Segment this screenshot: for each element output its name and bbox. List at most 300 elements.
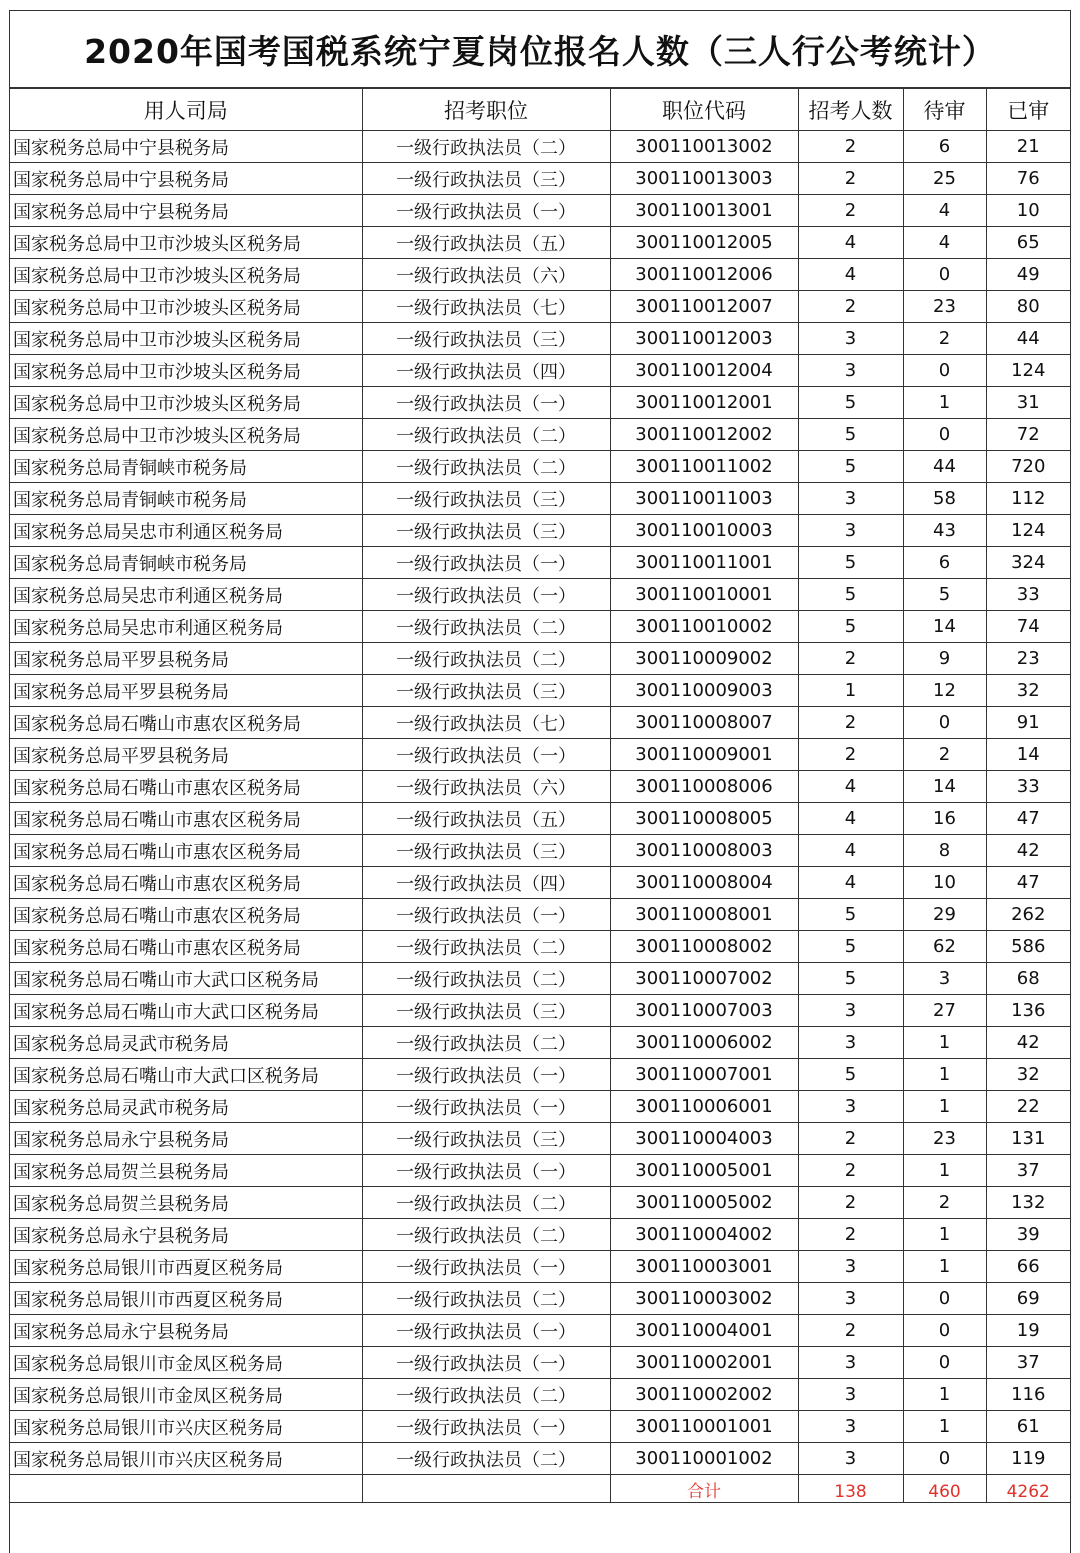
table-row	[10, 483, 1070, 515]
cell-code: 300110011003	[610, 483, 798, 515]
table-row	[10, 611, 1070, 643]
cell-recruit: 3	[798, 1027, 903, 1059]
cell-office: 国家税务总局中卫市沙坡头区税务局	[10, 291, 362, 323]
cell-pending: 25	[903, 163, 986, 195]
cell-reviewed: 42	[986, 835, 1070, 867]
cell-position: 一级行政执法员（一）	[362, 1059, 610, 1091]
cell-code: 300110005002	[610, 1187, 798, 1219]
cell-code: 300110012007	[610, 291, 798, 323]
cell-pending: 0	[903, 259, 986, 291]
cell-reviewed: 68	[986, 963, 1070, 995]
cell-recruit: 4	[798, 867, 903, 899]
cell-office: 国家税务总局青铜峡市税务局	[10, 451, 362, 483]
cell-reviewed: 37	[986, 1155, 1070, 1187]
cell-code: 300110012004	[610, 355, 798, 387]
cell-position: 一级行政执法员（六）	[362, 259, 610, 291]
table-row	[10, 739, 1070, 771]
cell-recruit: 2	[798, 643, 903, 675]
cell-recruit: 2	[798, 131, 903, 163]
cell-recruit: 4	[798, 835, 903, 867]
table-row	[10, 547, 1070, 579]
table-row	[10, 259, 1070, 291]
cell-reviewed: 74	[986, 611, 1070, 643]
cell-recruit: 3	[798, 355, 903, 387]
cell-code: 300110012002	[610, 419, 798, 451]
spreadsheet	[9, 10, 1071, 1553]
cell-pending: 1	[903, 1219, 986, 1251]
total-label: 合计	[610, 1475, 798, 1503]
cell-recruit: 3	[798, 1347, 903, 1379]
cell-position: 一级行政执法员（一）	[362, 899, 610, 931]
cell-recruit: 2	[798, 1187, 903, 1219]
cell-reviewed: 33	[986, 771, 1070, 803]
cell-recruit: 3	[798, 323, 903, 355]
cell-position: 一级行政执法员（一）	[362, 195, 610, 227]
cell-position: 一级行政执法员（二）	[362, 1027, 610, 1059]
cell-position: 一级行政执法员（三）	[362, 835, 610, 867]
cell-code: 300110012006	[610, 259, 798, 291]
cell-office: 国家税务总局中卫市沙坡头区税务局	[10, 419, 362, 451]
cell-office: 国家税务总局平罗县税务局	[10, 643, 362, 675]
cell-code: 300110011002	[610, 451, 798, 483]
cell-code: 300110008001	[610, 899, 798, 931]
cell-office: 国家税务总局中卫市沙坡头区税务局	[10, 387, 362, 419]
cell-recruit: 5	[798, 579, 903, 611]
cell-code: 300110008006	[610, 771, 798, 803]
cell-pending: 0	[903, 1347, 986, 1379]
cell-position: 一级行政执法员（二）	[362, 419, 610, 451]
cell-pending: 6	[903, 547, 986, 579]
cell-recruit: 3	[798, 1091, 903, 1123]
cell-position: 一级行政执法员（一）	[362, 739, 610, 771]
cell-recruit: 2	[798, 195, 903, 227]
cell-reviewed: 132	[986, 1187, 1070, 1219]
header-code: 职位代码	[610, 89, 798, 131]
cell-office: 国家税务总局灵武市税务局	[10, 1091, 362, 1123]
cell-code: 300110008007	[610, 707, 798, 739]
cell-office: 国家税务总局石嘴山市惠农区税务局	[10, 899, 362, 931]
cell-office: 国家税务总局石嘴山市大武口区税务局	[10, 963, 362, 995]
cell-reviewed: 47	[986, 803, 1070, 835]
cell-reviewed: 42	[986, 1027, 1070, 1059]
cell-recruit: 2	[798, 739, 903, 771]
cell-office: 国家税务总局中卫市沙坡头区税务局	[10, 259, 362, 291]
table-row	[10, 835, 1070, 867]
cell-office: 国家税务总局银川市兴庆区税务局	[10, 1443, 362, 1475]
cell-pending: 1	[903, 1411, 986, 1443]
cell-code: 300110006002	[610, 1027, 798, 1059]
cell-code: 300110013002	[610, 131, 798, 163]
table-row	[10, 1283, 1070, 1315]
cell-reviewed: 76	[986, 163, 1070, 195]
cell-recruit: 5	[798, 963, 903, 995]
cell-pending: 2	[903, 323, 986, 355]
cell-code: 300110004002	[610, 1219, 798, 1251]
table-row	[10, 1027, 1070, 1059]
cell-office: 国家税务总局石嘴山市惠农区税务局	[10, 867, 362, 899]
cell-code: 300110010001	[610, 579, 798, 611]
table-row	[10, 195, 1070, 227]
table-row	[10, 643, 1070, 675]
cell-pending: 1	[903, 1379, 986, 1411]
cell-code: 300110008003	[610, 835, 798, 867]
cell-position: 一级行政执法员（二）	[362, 1379, 610, 1411]
cell-pending: 1	[903, 1155, 986, 1187]
table-row	[10, 1059, 1070, 1091]
cell-recruit: 3	[798, 483, 903, 515]
cell-code: 300110012001	[610, 387, 798, 419]
table-row	[10, 707, 1070, 739]
cell-recruit: 2	[798, 1315, 903, 1347]
cell-code: 300110002001	[610, 1347, 798, 1379]
cell-reviewed: 32	[986, 1059, 1070, 1091]
cell-pending: 43	[903, 515, 986, 547]
cell-pending: 58	[903, 483, 986, 515]
cell-pending: 1	[903, 387, 986, 419]
cell-recruit: 3	[798, 1283, 903, 1315]
cell-office: 国家税务总局石嘴山市惠农区税务局	[10, 707, 362, 739]
cell-reviewed: 69	[986, 1283, 1070, 1315]
cell-office: 国家税务总局贺兰县税务局	[10, 1187, 362, 1219]
cell-pending: 4	[903, 227, 986, 259]
cell-pending: 2	[903, 739, 986, 771]
cell-office: 国家税务总局中宁县税务局	[10, 131, 362, 163]
cell-reviewed: 49	[986, 259, 1070, 291]
cell-code: 300110005001	[610, 1155, 798, 1187]
cell-reviewed: 21	[986, 131, 1070, 163]
cell-code: 300110009001	[610, 739, 798, 771]
cell-reviewed: 14	[986, 739, 1070, 771]
cell-office: 国家税务总局石嘴山市惠农区税务局	[10, 803, 362, 835]
cell-office: 国家税务总局中宁县税务局	[10, 163, 362, 195]
cell-reviewed: 66	[986, 1251, 1070, 1283]
total-pending: 460	[903, 1475, 986, 1503]
cell-pending: 1	[903, 1059, 986, 1091]
cell-reviewed: 262	[986, 899, 1070, 931]
cell-recruit: 5	[798, 547, 903, 579]
table-row	[10, 995, 1070, 1027]
cell-reviewed: 23	[986, 643, 1070, 675]
cell-position: 一级行政执法员（一）	[362, 547, 610, 579]
cell-pending: 0	[903, 1283, 986, 1315]
cell-office: 国家税务总局吴忠市利通区税务局	[10, 611, 362, 643]
cell-recruit: 4	[798, 259, 903, 291]
table-row	[10, 1315, 1070, 1347]
cell-pending: 4	[903, 195, 986, 227]
cell-position: 一级行政执法员（三）	[362, 163, 610, 195]
cell-recruit: 3	[798, 1411, 903, 1443]
table-row	[10, 1219, 1070, 1251]
cell-recruit: 2	[798, 1219, 903, 1251]
cell-position: 一级行政执法员（二）	[362, 1283, 610, 1315]
cell-position: 一级行政执法员（二）	[362, 611, 610, 643]
cell-reviewed: 61	[986, 1411, 1070, 1443]
cell-position: 一级行政执法员（六）	[362, 771, 610, 803]
table-row	[10, 291, 1070, 323]
cell-position: 一级行政执法员（三）	[362, 1123, 610, 1155]
cell-office: 国家税务总局中卫市沙坡头区税务局	[10, 323, 362, 355]
table-row	[10, 451, 1070, 483]
table-row	[10, 1379, 1070, 1411]
cell-reviewed: 19	[986, 1315, 1070, 1347]
header-position: 招考职位	[362, 89, 610, 131]
cell-position: 一级行政执法员（三）	[362, 995, 610, 1027]
table-row	[10, 1187, 1070, 1219]
table-row	[10, 355, 1070, 387]
table-row	[10, 1091, 1070, 1123]
registration-table	[10, 88, 1070, 1503]
cell-recruit: 3	[798, 1251, 903, 1283]
table-row	[10, 387, 1070, 419]
table-row	[10, 675, 1070, 707]
cell-code: 300110013001	[610, 195, 798, 227]
total-empty-cell	[10, 1475, 362, 1503]
table-row	[10, 163, 1070, 195]
cell-pending: 23	[903, 291, 986, 323]
cell-pending: 29	[903, 899, 986, 931]
cell-pending: 14	[903, 611, 986, 643]
total-empty-cell	[362, 1475, 610, 1503]
table-row	[10, 1251, 1070, 1283]
table-row	[10, 579, 1070, 611]
cell-pending: 12	[903, 675, 986, 707]
total-reviewed: 4262	[986, 1475, 1070, 1503]
cell-code: 300110002002	[610, 1379, 798, 1411]
cell-pending: 6	[903, 131, 986, 163]
cell-position: 一级行政执法员（四）	[362, 355, 610, 387]
cell-recruit: 5	[798, 387, 903, 419]
cell-code: 300110003002	[610, 1283, 798, 1315]
table-row	[10, 899, 1070, 931]
table-row	[10, 131, 1070, 163]
cell-reviewed: 119	[986, 1443, 1070, 1475]
cell-code: 300110007003	[610, 995, 798, 1027]
cell-reviewed: 720	[986, 451, 1070, 483]
cell-pending: 8	[903, 835, 986, 867]
table-row	[10, 1155, 1070, 1187]
cell-office: 国家税务总局青铜峡市税务局	[10, 483, 362, 515]
cell-position: 一级行政执法员（一）	[362, 1315, 610, 1347]
cell-office: 国家税务总局银川市兴庆区税务局	[10, 1411, 362, 1443]
cell-office: 国家税务总局贺兰县税务局	[10, 1155, 362, 1187]
cell-reviewed: 112	[986, 483, 1070, 515]
cell-pending: 0	[903, 419, 986, 451]
cell-position: 一级行政执法员（五）	[362, 803, 610, 835]
table-row	[10, 931, 1070, 963]
cell-reviewed: 124	[986, 355, 1070, 387]
table-row	[10, 867, 1070, 899]
cell-pending: 14	[903, 771, 986, 803]
cell-reviewed: 72	[986, 419, 1070, 451]
cell-code: 300110009003	[610, 675, 798, 707]
cell-code: 300110011001	[610, 547, 798, 579]
cell-office: 国家税务总局银川市西夏区税务局	[10, 1283, 362, 1315]
cell-position: 一级行政执法员（五）	[362, 227, 610, 259]
cell-office: 国家税务总局中卫市沙坡头区税务局	[10, 227, 362, 259]
table-row	[10, 803, 1070, 835]
cell-position: 一级行政执法员（一）	[362, 1091, 610, 1123]
cell-reviewed: 37	[986, 1347, 1070, 1379]
total-row	[10, 1475, 1070, 1503]
cell-office: 国家税务总局平罗县税务局	[10, 675, 362, 707]
cell-office: 国家税务总局永宁县税务局	[10, 1219, 362, 1251]
cell-reviewed: 32	[986, 675, 1070, 707]
cell-office: 国家税务总局平罗县税务局	[10, 739, 362, 771]
cell-recruit: 2	[798, 1123, 903, 1155]
cell-position: 一级行政执法员（三）	[362, 323, 610, 355]
cell-position: 一级行政执法员（二）	[362, 963, 610, 995]
cell-office: 国家税务总局中卫市沙坡头区税务局	[10, 355, 362, 387]
table-row	[10, 227, 1070, 259]
cell-code: 300110012003	[610, 323, 798, 355]
cell-position: 一级行政执法员（一）	[362, 1347, 610, 1379]
cell-recruit: 5	[798, 1059, 903, 1091]
cell-pending: 9	[903, 643, 986, 675]
table-row	[10, 963, 1070, 995]
header-reviewed: 已审	[986, 89, 1070, 131]
cell-recruit: 5	[798, 419, 903, 451]
cell-office: 国家税务总局中宁县税务局	[10, 195, 362, 227]
cell-reviewed: 324	[986, 547, 1070, 579]
cell-recruit: 2	[798, 707, 903, 739]
cell-recruit: 2	[798, 1155, 903, 1187]
cell-code: 300110004003	[610, 1123, 798, 1155]
cell-reviewed: 131	[986, 1123, 1070, 1155]
cell-position: 一级行政执法员（七）	[362, 291, 610, 323]
cell-position: 一级行政执法员（二）	[362, 1187, 610, 1219]
cell-position: 一级行政执法员（一）	[362, 1155, 610, 1187]
cell-pending: 5	[903, 579, 986, 611]
cell-pending: 0	[903, 1315, 986, 1347]
cell-code: 300110010002	[610, 611, 798, 643]
table-row	[10, 1443, 1070, 1475]
cell-position: 一级行政执法员（二）	[362, 451, 610, 483]
cell-code: 300110012005	[610, 227, 798, 259]
cell-office: 国家税务总局吴忠市利通区税务局	[10, 515, 362, 547]
cell-code: 300110010003	[610, 515, 798, 547]
cell-position: 一级行政执法员（二）	[362, 1443, 610, 1475]
cell-pending: 1	[903, 1091, 986, 1123]
cell-pending: 62	[903, 931, 986, 963]
cell-recruit: 2	[798, 291, 903, 323]
cell-office: 国家税务总局灵武市税务局	[10, 1027, 362, 1059]
cell-office: 国家税务总局永宁县税务局	[10, 1315, 362, 1347]
cell-office: 国家税务总局石嘴山市大武口区税务局	[10, 995, 362, 1027]
cell-office: 国家税务总局石嘴山市大武口区税务局	[10, 1059, 362, 1091]
cell-recruit: 3	[798, 1443, 903, 1475]
cell-reviewed: 124	[986, 515, 1070, 547]
cell-position: 一级行政执法员（一）	[362, 387, 610, 419]
cell-position: 一级行政执法员（三）	[362, 515, 610, 547]
cell-pending: 0	[903, 355, 986, 387]
cell-reviewed: 116	[986, 1379, 1070, 1411]
cell-reviewed: 44	[986, 323, 1070, 355]
cell-office: 国家税务总局银川市金凤区税务局	[10, 1379, 362, 1411]
cell-code: 300110001001	[610, 1411, 798, 1443]
total-recruit: 138	[798, 1475, 903, 1503]
cell-position: 一级行政执法员（三）	[362, 483, 610, 515]
cell-office: 国家税务总局石嘴山市惠农区税务局	[10, 835, 362, 867]
cell-recruit: 5	[798, 611, 903, 643]
cell-code: 300110006001	[610, 1091, 798, 1123]
cell-office: 国家税务总局银川市西夏区税务局	[10, 1251, 362, 1283]
cell-recruit: 2	[798, 163, 903, 195]
cell-pending: 10	[903, 867, 986, 899]
cell-position: 一级行政执法员（三）	[362, 675, 610, 707]
cell-position: 一级行政执法员（一）	[362, 1411, 610, 1443]
cell-position: 一级行政执法员（四）	[362, 867, 610, 899]
cell-code: 300110013003	[610, 163, 798, 195]
cell-recruit: 4	[798, 227, 903, 259]
cell-reviewed: 586	[986, 931, 1070, 963]
cell-pending: 2	[903, 1187, 986, 1219]
table-row	[10, 323, 1070, 355]
cell-recruit: 3	[798, 515, 903, 547]
cell-recruit: 3	[798, 1379, 903, 1411]
cell-reviewed: 47	[986, 867, 1070, 899]
cell-code: 300110003001	[610, 1251, 798, 1283]
cell-position: 一级行政执法员（一）	[362, 1251, 610, 1283]
cell-position: 一级行政执法员（一）	[362, 579, 610, 611]
cell-code: 300110008004	[610, 867, 798, 899]
cell-code: 300110007001	[610, 1059, 798, 1091]
cell-code: 300110007002	[610, 963, 798, 995]
header-pending: 待审	[903, 89, 986, 131]
cell-code: 300110009002	[610, 643, 798, 675]
cell-code: 300110004001	[610, 1315, 798, 1347]
cell-recruit: 5	[798, 931, 903, 963]
cell-pending: 3	[903, 963, 986, 995]
cell-code: 300110008005	[610, 803, 798, 835]
cell-pending: 44	[903, 451, 986, 483]
cell-reviewed: 136	[986, 995, 1070, 1027]
cell-reviewed: 91	[986, 707, 1070, 739]
cell-recruit: 5	[798, 451, 903, 483]
cell-reviewed: 10	[986, 195, 1070, 227]
header-row	[10, 89, 1070, 131]
cell-reviewed: 65	[986, 227, 1070, 259]
table-row	[10, 1123, 1070, 1155]
header-office: 用人司局	[10, 89, 362, 131]
table-row	[10, 1347, 1070, 1379]
cell-reviewed: 39	[986, 1219, 1070, 1251]
cell-recruit: 5	[798, 899, 903, 931]
cell-code: 300110008002	[610, 931, 798, 963]
cell-pending: 1	[903, 1027, 986, 1059]
cell-recruit: 4	[798, 803, 903, 835]
cell-reviewed: 22	[986, 1091, 1070, 1123]
header-recruit: 招考人数	[798, 89, 903, 131]
page-title: 2020年国考国税系统宁夏岗位报名人数（三人行公考统计）	[10, 11, 1070, 88]
table-row	[10, 515, 1070, 547]
cell-position: 一级行政执法员（七）	[362, 707, 610, 739]
cell-code: 300110001002	[610, 1443, 798, 1475]
cell-office: 国家税务总局永宁县税务局	[10, 1123, 362, 1155]
cell-reviewed: 31	[986, 387, 1070, 419]
cell-pending: 27	[903, 995, 986, 1027]
cell-office: 国家税务总局石嘴山市惠农区税务局	[10, 771, 362, 803]
cell-office: 国家税务总局银川市金凤区税务局	[10, 1347, 362, 1379]
cell-office: 国家税务总局吴忠市利通区税务局	[10, 579, 362, 611]
cell-pending: 23	[903, 1123, 986, 1155]
table-row	[10, 419, 1070, 451]
cell-reviewed: 80	[986, 291, 1070, 323]
cell-position: 一级行政执法员（二）	[362, 931, 610, 963]
cell-office: 国家税务总局青铜峡市税务局	[10, 547, 362, 579]
cell-position: 一级行政执法员（二）	[362, 643, 610, 675]
cell-recruit: 3	[798, 995, 903, 1027]
cell-pending: 0	[903, 707, 986, 739]
